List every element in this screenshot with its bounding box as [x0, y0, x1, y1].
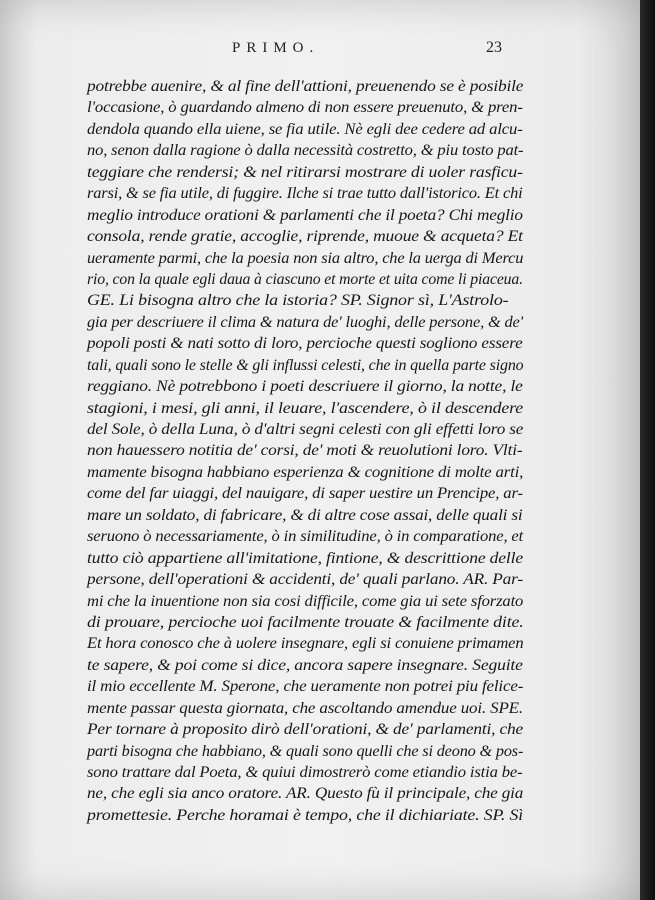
text-line: potrebbe auenire, & al fine dell'attioni, preuenendo se è posibile — [87, 78, 524, 95]
text-line: stagioni, i mesi, gli anni, il leuare, l'ascendere, ò il descendere — [87, 399, 524, 417]
text-line: mente passar questa giornata, che ascoltando amendue uoi. SPE. — [87, 699, 523, 717]
text-line: Et hora conosco che à uolere insegnare, egli si conuiene primamen — [87, 635, 524, 653]
text-line: persone, dell'operationi & accidenti, de' quali parlano. AR. Par- — [87, 571, 523, 589]
running-head: PRIMO. — [232, 40, 320, 56]
text-line: meglio introduce orationi & parlamenti che il poeta? Chi meglio — [87, 206, 523, 224]
text-line: te sapere, & poi come si dice, ancora sapere insegnare. Seguite — [87, 656, 523, 674]
text-line: sono trattare dal Poeta, & quiui dimostrerò come etiandio istia be- — [87, 764, 523, 781]
text-line: dendola quando ella uiene, se fia utile. Nè egli dee cedere ad alcu- — [87, 120, 523, 138]
text-line: mamente bisogna habbiano esperienza & cognitione di molte arti, — [87, 463, 524, 481]
text-line: tutto ciò appartiene all'imitatione, fintione, & descrittione delle — [87, 549, 523, 567]
text-line: ueramente parmi, che la poesia non sia altro, che la uerga di Mercu — [87, 249, 524, 267]
page-edge — [640, 0, 655, 900]
page-header — [0, 40, 640, 64]
text-line: teggiare che rendersi; & nel ritirarsi mostrare di uoler rasficu- — [87, 163, 523, 181]
text-line: seruono ò necessariamente, ò in similitudine, ò in comparatione, et — [87, 528, 524, 546]
text-line: parti bisogna che habbiano, & quali sono quelli che si deono & pos- — [87, 742, 524, 760]
text-line: non hauessero notitia de' corsi, de' moti & reuolutioni loro. Vlti- — [87, 442, 523, 460]
text-line: promettesie. Perche horamai è tempo, che il dichiariate. SP. Sì — [87, 806, 524, 824]
text-line: del Sole, ò della Luna, ò d'altri segni celesti con gli effetti loro se — [87, 421, 524, 438]
body-text — [87, 76, 523, 826]
text-line: il mio eccellente M. Sperone, che ueramente non potrei piu felice- — [87, 678, 524, 696]
text-line: no, senon dalla ragione ò dalla necessità costretto, & piu tosto pat- — [87, 142, 524, 160]
text-line: come del far uiaggi, del nauigare, di saper uestire un Prencipe, ar- — [87, 485, 523, 503]
text-line: consola, rende gratie, accoglie, riprende, muoue & acqueta? Et — [87, 228, 523, 246]
text-line: ne, che egli sia anco oratore. AR. Questo fù il principale, che gia — [87, 785, 524, 803]
text-line: rio, con la quale egli daua à ciascuno et morte et uita come li piaceua. — [87, 270, 523, 288]
text-line: mi che la inuentione non sia cosi difficile, come gia ui sete sforzato — [87, 592, 524, 610]
text-line: l'occasione, ò guardando almeno di non essere preuenuto, & pren- — [87, 99, 523, 117]
text-line: gia per descriuere il clima & natura de' luoghi, delle persone, & de' — [87, 313, 523, 331]
text-line: tali, quali sono le stelle & gli influssi celesti, che in quella parte signo — [87, 356, 524, 374]
text-line: popoli posti & nati sotto di loro, percioche questi sogliono essere — [87, 335, 523, 353]
text-line: GE. Li bisogna altro che la istoria? SP. Signor sì, L'Astrolo- — [87, 292, 509, 310]
text-line: mare un soldato, di fabricare, & di altre cose assai, delle quali si — [87, 506, 523, 524]
text-line: di prouare, percioche uoi facilmente trouate & facilmente dite. — [87, 613, 524, 631]
text-line: Per tornare à proposito dirò dell'orationi, & de' parlamenti, che — [87, 721, 524, 739]
text-line: reggiano. Nè potrebbono i poeti descriuere il giorno, la notte, le — [87, 378, 523, 396]
text-line: rarsi, & se fia utile, di fuggire. Ilche si trae tutto dall'istorico. Et chi — [87, 185, 523, 203]
page-number: 23 — [486, 39, 502, 56]
